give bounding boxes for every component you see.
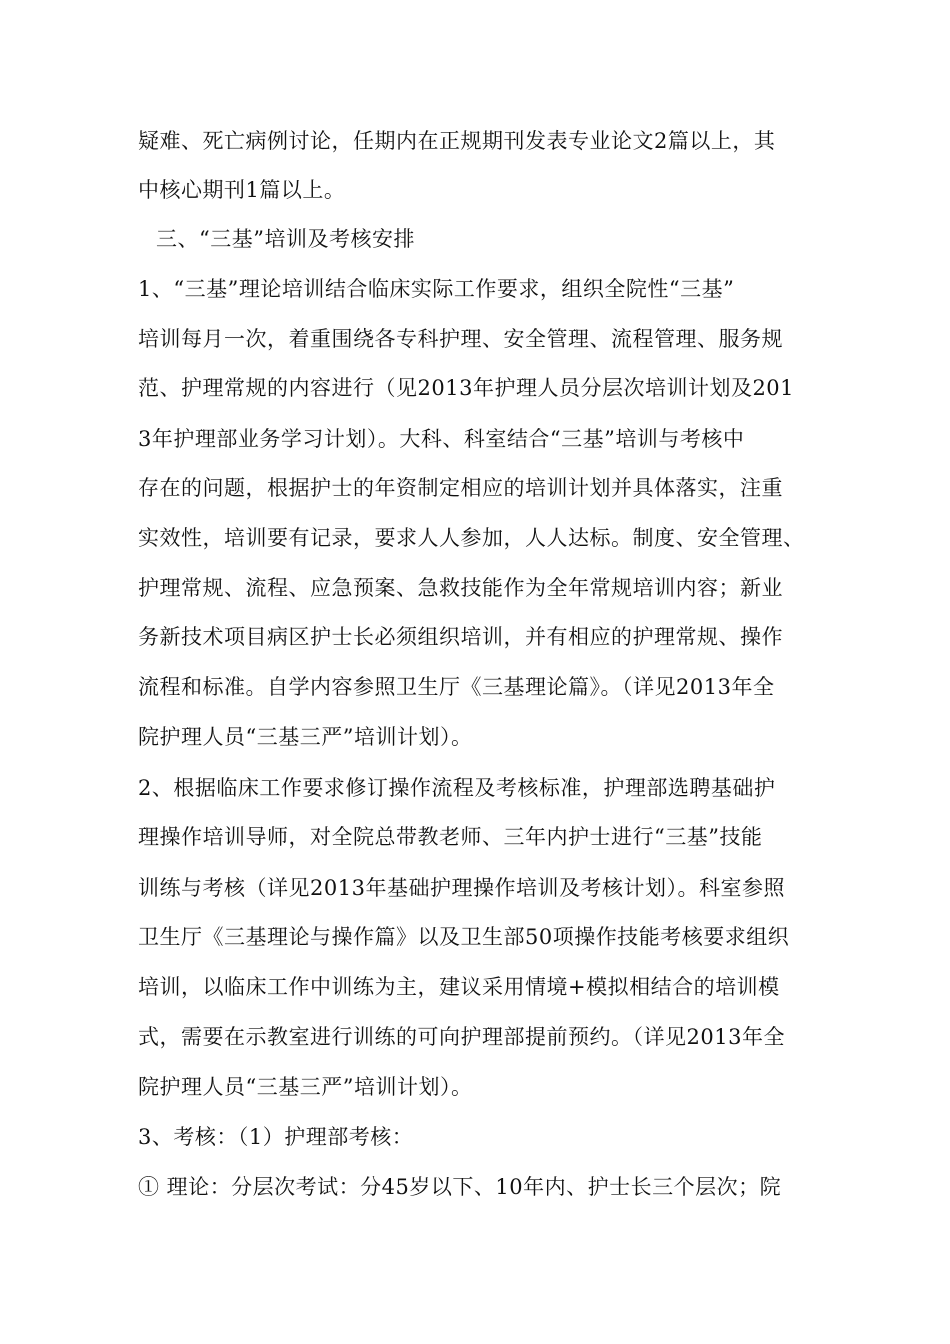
text-line-17: 卫生厅《三基理论与操作篇》以及卫生部50项操作技能考核要求组织	[138, 925, 790, 949]
text-line-12: 流程和标准。自学内容参照卫生厅《三基理论篇》。（详见2013年全	[138, 675, 775, 699]
text-line-10: 护理常规、流程、应急预案、急救技能作为全年常规培训内容；新业	[138, 576, 783, 600]
text-line-20: 院护理人员“三基三严”培训计划）。	[138, 1075, 473, 1099]
text-line-19: 式，需要在示教室进行训练的可向护理部提前预约。（详见2013年全	[138, 1025, 785, 1049]
text-line-16: 训练与考核（详见2013年基础护理操作培训及考核计划）。科室参照	[138, 876, 785, 900]
text-line-2: 中核心期刊1篇以上。	[138, 178, 346, 202]
text-line-14: 2、根据临床工作要求修订操作流程及考核标准，护理部选聘基础护	[138, 776, 776, 800]
text-line-1: 疑难、死亡病例讨论，任期内在正规期刊发表专业论文2篇以上，其	[138, 129, 776, 153]
text-line-22: ① 理论：分层次考试：分45岁以下、10年内、护士长三个层次；院	[138, 1175, 782, 1199]
text-line-4: 1、“三基”理论培训结合临床实际工作要求，组织全院性“三基”	[138, 277, 735, 301]
text-line-21: 3、考核：（1）护理部考核：	[138, 1125, 414, 1149]
text-line-18: 培训，以临床工作中训练为主，建议采用情境+模拟相结合的培训模	[138, 975, 780, 999]
text-line-8: 存在的问题，根据护士的年资制定相应的培训计划并具体落实，注重	[138, 476, 783, 500]
text-line-9: 实效性，培训要有记录，要求人人参加，人人达标。制度、安全管理、	[138, 526, 805, 550]
text-line-5: 培训每月一次，着重围绕各专科护理、安全管理、流程管理、服务规	[138, 327, 783, 351]
text-line-6: 范、护理常规的内容进行（见2013年护理人员分层次培训计划及201	[138, 376, 795, 400]
text-line-13: 院护理人员“三基三严”培训计划）。	[138, 725, 473, 749]
text-line-11: 务新技术项目病区护士长必须组织培训，并有相应的护理常规、操作	[138, 625, 783, 649]
section-heading: 三、“三基”培训及考核安排	[156, 227, 415, 251]
text-line-15: 理操作培训导师，对全院总带教老师、三年内护士进行“三基”技能	[138, 825, 763, 849]
text-line-7: 3年护理部业务学习计划）。大科、科室结合“三基”培训与考核中	[138, 427, 745, 451]
